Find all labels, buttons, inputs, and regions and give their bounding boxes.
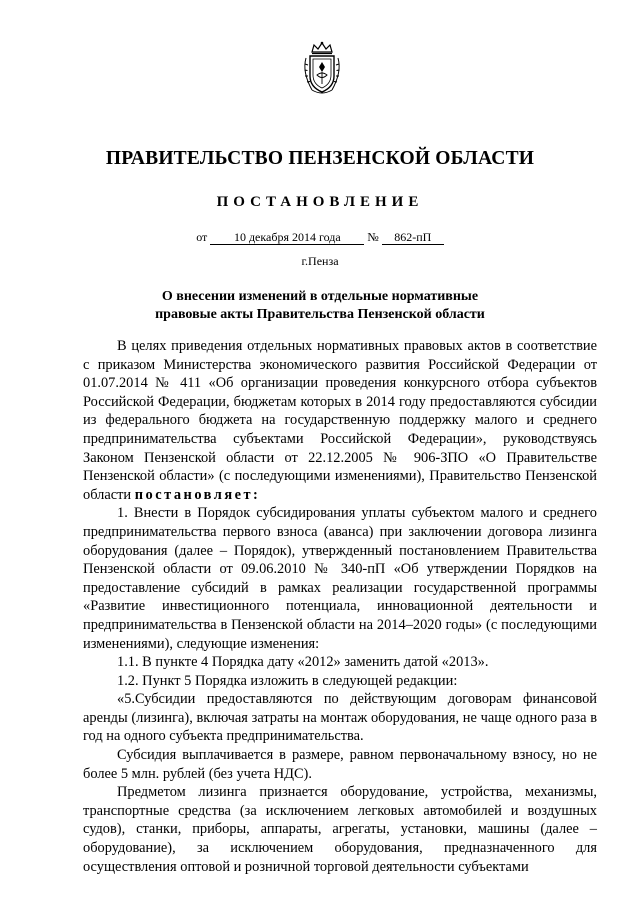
date-number-line [0,230,640,245]
preamble-text: В целях приведения отдельных нормативных правовых актов в соответствие с приказом Министерства экономического развития Российской Федерации от 01.07.2014 № 411 «Об организации проведения конкурсного отбора субъектов Российской Федерации, бюджетам которых в 2014 году предоставляются субсидии из федерального бюджета на государственную поддержку малого и среднего предпринимательства субъектами Российской Федерации», руководствуясь Законом Пензенской области от 22.12.2005 № 906-ЗПО «О Правительстве Пензенской области» (с последующими изменениями), Правительство Пензенской области [83,338,597,503]
heading-line-2: правовые акты Правительства Пензенской области [155,307,485,322]
heading-line-1: О внесении изменений в отдельные нормативные [161,289,479,304]
paragraph-item-1: 1. Внести в Порядок субсидирования уплаты субъектом малого и среднего предпринимательства первого взноса (аванса) при заключении договора лизинга оборудования (далее – Порядок), утвержденный постановлением Правительства Пензенской области от 09.06.2010 № 340-пП «Об утверждении Порядков на предоставление субсидий в рамках реализации государственной программы «Развитие инвестиционного потенциала, инновационной деятельности и предпринимательства в Пензенской области на 2014–2020 годы» (с последующими изменениями), следующие изменения: [83,505,597,652]
resolves-word: постановляет: [134,486,261,503]
paragraph-item-1-2: 1.2. Пункт 5 Порядка изложить в следующей редакции: [117,672,458,689]
document-number: 862-пП [382,231,444,245]
coat-of-arms-icon [298,40,346,96]
number-sign: № [367,230,379,244]
government-title: ПРАВИТЕЛЬСТВО ПЕНЗЕНСКОЙ ОБЛАСТИ [105,148,535,169]
paragraph-item-1-1: 1.1. В пункте 4 Порядка дату «2012» заменить датой «2013». [117,654,489,671]
paragraph-preamble [83,337,597,504]
document-type: ПОСТАНОВЛЕНИЕ [216,194,424,210]
date-prefix: от [196,230,208,244]
paragraph-leasing-subject: Предметом лизинга признается оборудование, устройства, механизмы, транспортные средства (за исключением легковых автомобилей и воздушных судов), станки, приборы, аппараты, агрегаты, установки, машины (далее – оборудование), за исключением оборудования, предназначенного для осуществления оптовой и розничной торговой деятельности субъектами [83,784,597,875]
document-heading [0,288,640,324]
document-body [83,337,597,876]
document-date: 10 декабря 2014 года [210,231,364,245]
paragraph-subsidy-amount: Субсидия выплачивается в размере, равном первоначальному взносу, но не более 5 млн. рублей (без учета НДС). [83,747,597,782]
city: г.Пенза [301,254,339,268]
paragraph-point-5: «5.Субсидии предоставляются по действующим договорам финансовой аренды (лизинга), включая затраты на монтаж оборудования, не чаще одного раза в год на одного субъекта предпринимательства. [83,691,597,745]
